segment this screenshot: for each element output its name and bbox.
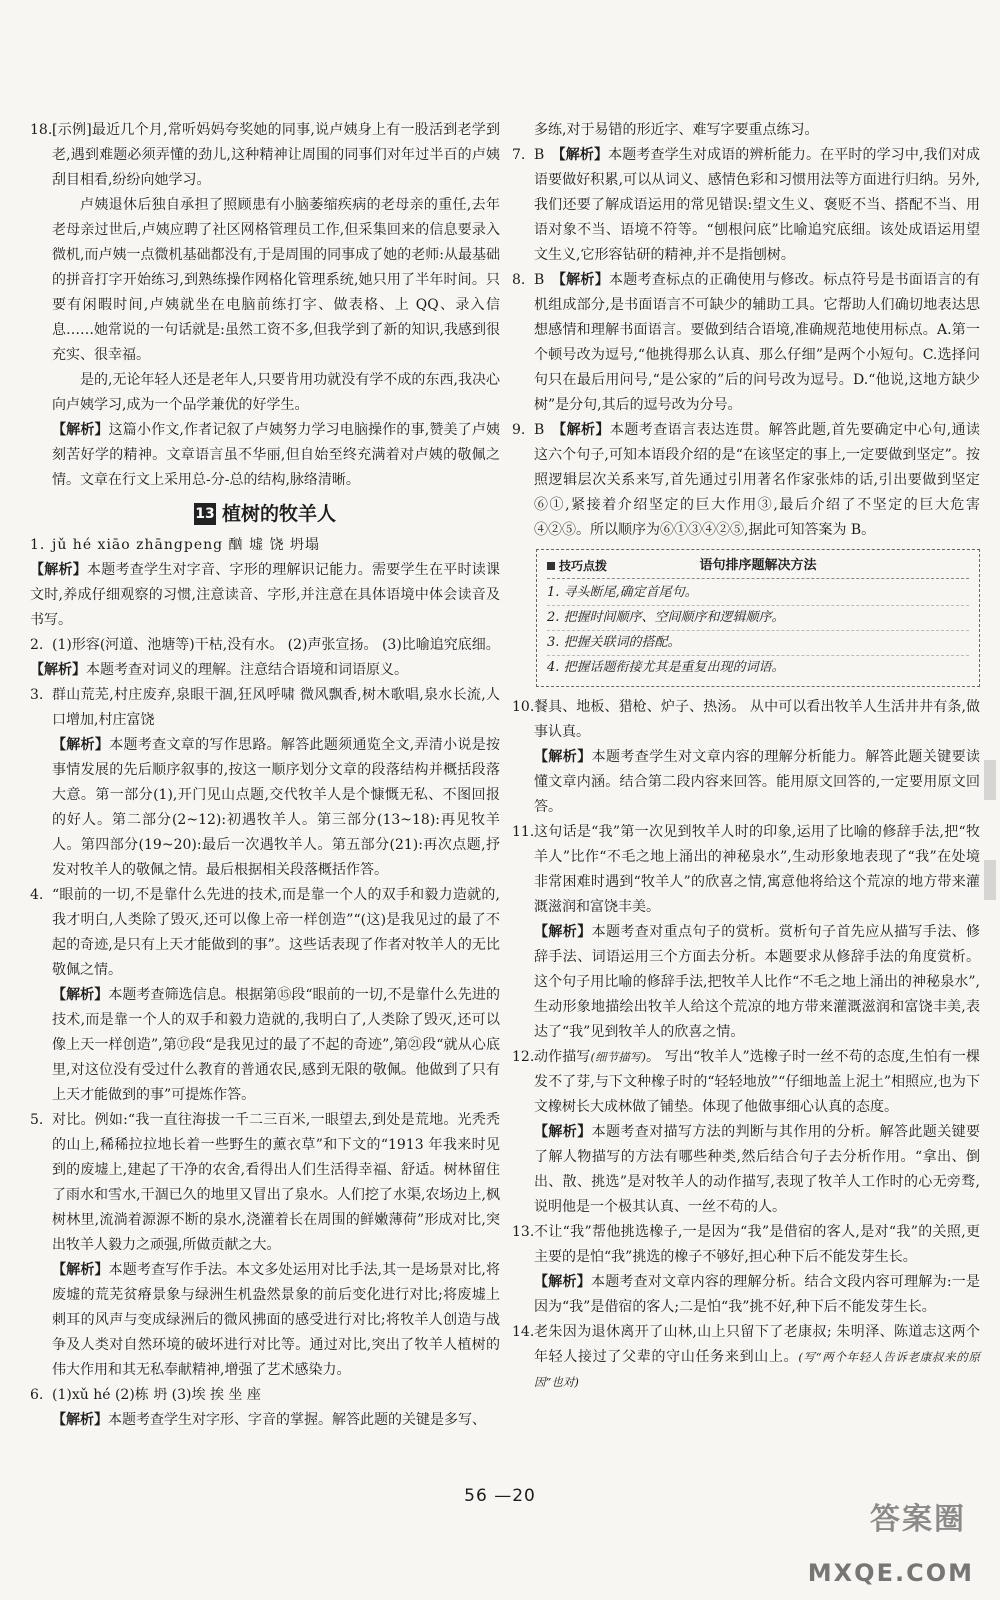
q2-analysis: 【解析】本题考查对词义的理解。注意结合语境和词语原义。 [30, 662, 408, 678]
q4-analysis: 【解析】本题考查筛选信息。根据第⑮段“眼前的一切,不是靠什么先进的技术,而是靠一个人的双手和毅力造就的,我明白了,人类除了毁灭,还可以像上天一样创造”,第⑰段“是我见过的最了不起的奇迹”,第㉑段“就从心底里,对这位没有受过什么教育的普通农民,感到无限的敬佩。他做到了只有上天才能做到的事”可提炼作答。 [52, 987, 501, 1103]
page-edge-mark [984, 760, 996, 800]
watermark-logo: 答案圈 [870, 1502, 966, 1537]
tip-tag: 技巧点拨 [547, 554, 607, 578]
q13-analysis: 【解析】本题考查对文章内容的理解分析。结合文段内容可理解为:一是因为“我”是借宿的客人;二是怕“我”挑不好,种下后不能发芽生长。 [534, 1274, 981, 1315]
left-column [30, 118, 500, 1433]
question-13: 13. 不让“我”帮他挑选橡子,一是因为“我”是借宿的客人,是对“我”的关照,更主要的是怕“我”挑选的橡子不够好,担心种下后不能发芽生长。 [512, 1224, 980, 1265]
tip-item: 2. 把握时间顺序、空间顺序和逻辑顺序。 [547, 606, 969, 631]
q18-paragraph-3: 是的,无论年轻人还是老年人,只要肯用功就没有学不成的东西,我决心向卢姨学习,成为一个品学兼优的好学生。 [52, 372, 500, 413]
section-title: 13 植树的牧羊人 [195, 503, 336, 525]
question-10: 10. 餐具、地板、猎枪、炉子、热汤。 从中可以看出牧羊人生活井井有条,做事认真。 [512, 699, 980, 740]
q12-analysis: 【解析】本题考查对描写方法的判断与其作用的分析。解答此题关键要了解人物描写的方法有哪些种类,然后结合句子去分析作用。“拿出、倒出、散、挑选”是对牧羊人的动作描写,表现了牧羊人工作时的心无旁骛,说明他是一个极其认真、一丝不苟的人。 [534, 1124, 981, 1215]
q6-analysis-continued: 多练,对于易错的形近字、难写字要重点练习。 [534, 122, 819, 138]
q5-analysis: 【解析】本题考查写作手法。本文多处运用对比手法,其一是场景对比,将废墟的荒芜贫瘠景象与绿洲生机盎然景象的前后变化进行对比;将废墟上刺耳的风声与变成绿洲后的微风拂面的感受进行对比;将牧羊人创造与战争及人类对自然环境的破坏进行对比等。通过对比,突出了牧羊人植树的伟大作用和其无私奉献精神,增强了艺术感染力。 [52, 1262, 500, 1378]
question-11: 11. 这句话是“我”第一次见到牧羊人时的印象,运用了比喻的修辞手法,把“牧羊人”比作“不毛之地上涌出的神秘泉水”,生动形象地表现了“我”在处境非常困难时遇到“牧羊人”的欣喜之情,寓意他将给这个荒凉的地方带来灌溉滋润和富饶丰美。 [512, 824, 980, 915]
tip-header [547, 554, 969, 579]
q10-analysis: 【解析】本题考查学生对文章内容的理解分析能力。解答此题关键要读懂文章内涵。结合第二段内容来回答。能用原文回答的,一定要用原文回答。 [534, 749, 981, 815]
watermark-domain: MXQE.COM [807, 1559, 974, 1587]
question-8: 8. B 【解析】本题考查标点的正确使用与修改。标点符号是书面语言的有机组成部分,是书面语言不可缺少的辅助工具。它帮助人们确切地表达思想感情和理解书面语言。要做到结合语境,准确规范地使用标点。A.第一个顿号改为逗号,“他挑得那么认真、那么仔细”是两个小短句。C.选择问句只在最后用问号,“是公家的”后的问号改为逗号。D.“他说,这地方缺少树”是分句,其后的逗号改为分号。 [512, 272, 981, 413]
page-edge-mark [984, 860, 996, 900]
question-7: 7. B 【解析】本题考查学生对成语的辨析能力。在平时的学习中,我们对成语要做好积累,可以从词义、感情色彩和习惯用法等方面进行归纳。另外,我们还要了解成语运用的常见错误:望文生义、褒贬不当、搭配不当、用语对象不当、语境不符等。“刨根问底”比喻追究底细。该处成语运用望文生义,它形容钻研的精神,并不是指刨树。 [512, 147, 980, 263]
question-12: 12. 动作描写(细节描写)。 写出“牧羊人”选橡子时一丝不苟的态度,生怕有一棵发不了芽,与下文种橡子时的“轻轻地放”“仔细地盖上泥土”相照应,也为下文橡树长大成林做了铺垫。体现了他做事细心认真的态度。 [512, 1049, 980, 1115]
tip-title: 语句排序题解决方法 [699, 558, 817, 573]
q11-analysis: 【解析】本题考查对重点句子的赏析。赏析句子首先应从描写手法、修辞手法、词语运用三个方面去分析。本题要求从修辞手法的角度赏析。这个句子用比喻的修辞手法,把牧羊人比作“不毛之地上涌出的神秘泉水”,生动形象地描绘出牧羊人给这个荒凉的地方带来灌溉滋润和富饶丰美,表达了“我”见到牧羊人的欣喜之情。 [534, 924, 981, 1040]
section-number: 13 [194, 503, 216, 525]
tip-item: 4. 把握话题衔接尤其是重复出现的词语。 [547, 660, 785, 675]
question-9: 9. B 【解析】本题考查语言表达连贯。解答此题,首先要确定中心句,通读这六个句子,可知本语段介绍的是“在该坚定的事上,一定要做到坚定”。按照逻辑层次关系来写,首先通过引用著名作家张炜的话,引出要做到坚定⑥①,紧接着介绍坚定的巨大作用③,最后介绍了不坚定的巨大危害④②⑤。所以顺序为⑥①③④②⑤,据此可知答案为 B。 [512, 422, 981, 538]
question-4: 4. “眼前的一切,不是靠什么先进的技术,而是靠一个人的双手和毅力造就的,我才明白,人类除了毁灭,还可以像上帝一样创造”“(这)是我见过的最了不起的奇迹,是只有上天才能做到的事”。这些话表现了作者对牧羊人的无比敬佩之情。 [30, 887, 500, 978]
q18-analysis: 【解析】这篇小作文,作者记叙了卢姨努力学习电脑操作的事,赞美了卢姨刻苦好学的精神。文章语言虽不华丽,但自始至终充满着对卢姨的敬佩之情。文章在行文上采用总-分-总的结构,脉络清晰。 [52, 422, 500, 488]
q6-analysis: 【解析】本题考查学生对字形、字音的掌握。解答此题的关键是多写、 [52, 1412, 486, 1428]
q1-analysis: 【解析】本题考查学生对字音、字形的理解识记能力。需要学生在平时读课文时,养成仔细观察的习惯,注意读音、字形,并注意在具体语境中体会读音及书写。 [30, 562, 500, 628]
tip-item: 3. 把握关联词的搭配。 [547, 631, 969, 656]
question-5: 5. 对比。例如:“我一直往海拔一千二三百米,一眼望去,到处是荒地。光秃秃的山上,稀稀拉拉地长着一些野生的薰衣草”和下文的“1913 年我来时见到的废墟上,建起了干净的农舍,看得出人们生活得幸福、舒适。树林留住了雨水和雪水,干涸已久的地里又冒出了泉水。人们挖了水渠,农场边上,枫树林里,流淌着源源不断的泉水,浇灌着长在周围的鲜嫩薄荷”形成对比,突出牧羊人毅力之顽强,所做贡献之大。 [30, 1112, 500, 1253]
question-1: 1. jǔ hé xiāo zhāngpeng 酗 墟 饶 坍塌 [30, 537, 320, 553]
question-2: 2. (1)形容(河道、池塘等)干枯,没有水。 (2)声张宣扬。 (3)比喻追究底细。 [30, 637, 500, 653]
question-18: 18. [示例]最近几个月,常听妈妈夸奖她的同事,说卢姨身上有一股活到老学到老,遇到难题必须弄懂的劲儿,这种精神让周围的同事们对年过半百的卢姨刮目相看,纷纷向她学习。 [30, 122, 500, 188]
page-number: 56 —20 [464, 1486, 536, 1506]
question-3: 3. 群山荒芜,村庄废弃,泉眼干涸,狂风呼啸 微风飘香,树木歌唱,泉水长流,人口增加,村庄富饶 [30, 687, 500, 728]
q18-paragraph-2: 卢姨退休后独自承担了照顾患有小脑萎缩疾病的老母亲的重任,去年老母亲过世后,卢姨应聘了社区网格管理员工作,但采集回来的信息要录入微机,而卢姨一点微机基础都没有,于是周围的同事成了她的老师:从最基础的拼音打字开始练习,到熟练操作网格化管理系统,她只用了半年时间。只要有闲暇时间,卢姨就坐在电脑前练打字、做表格、上 QQ、录入信息……她常说的一句话就是:虽然工资不多,但我学到了新的知识,我感到很充实、很幸福。 [52, 197, 500, 363]
question-14: 14. 老朱因为退休离开了山林,山上只留下了老康叔; 朱明泽、陈道志这两个年轻人接过了父辈的守山任务来到山上。(写“两个年轻人告诉老康叔来的原因”也对) [512, 1324, 980, 1389]
tip-box [536, 549, 980, 687]
right-column [512, 118, 980, 1395]
question-6: 6. (1)xǔ hé (2)栋 坍 (3)埃 挨 坐 座 [30, 1387, 261, 1403]
q3-analysis: 【解析】本题考查文章的写作思路。解答此题须通览全文,弄清小说是按事情发展的先后顺序叙事的,按这一顺序划分文章的段落结构并概括段落大意。第一部分(1),开门见山点题,交代牧羊人是个慷慨无私、不图回报的好人。第二部分(2~12):初遇牧羊人。第三部分(13~18):再见牧羊人。第四部分(19~20):最后一次遇牧羊人。第五部分(21):再次点题,抒发对牧羊人的敬佩之情。最后根据相关段落概括作答。 [52, 737, 500, 878]
watermark [780, 1502, 980, 1595]
tip-item: 1. 寻头断尾,确定首尾句。 [547, 581, 969, 606]
